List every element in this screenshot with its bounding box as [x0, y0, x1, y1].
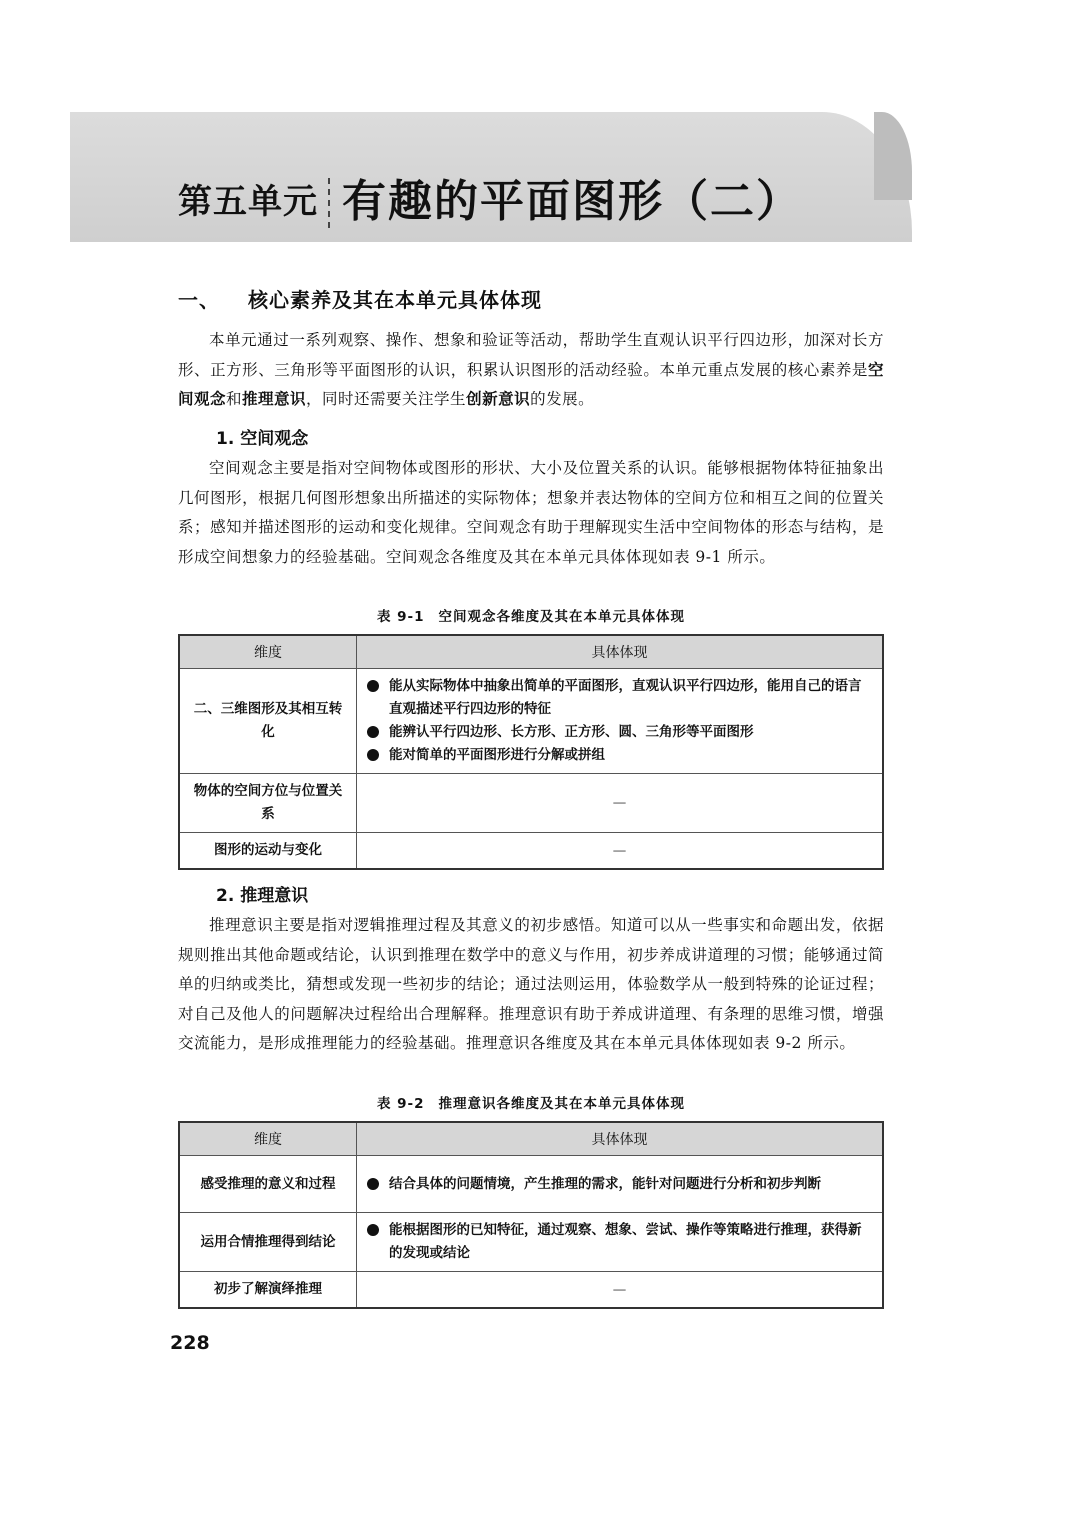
header-embodiment: 具体体现 [357, 635, 884, 669]
embodiment-cell [357, 1213, 884, 1272]
list-item-text: 能根据图形的已知特征，通过观察、想象、尝试、操作等策略进行推理，获得新的发现或结论 [389, 1222, 862, 1261]
table-header-row [179, 1122, 883, 1156]
unit-banner [70, 112, 912, 242]
header-dimension: 维度 [179, 1122, 357, 1156]
header-dimension: 维度 [179, 635, 357, 669]
table1-caption-number: 表 9-1 [376, 609, 425, 625]
table2-caption-text: 推理意识各维度及其在本单元具体体现 [438, 1096, 686, 1112]
table1-caption [178, 605, 884, 625]
unit-title [178, 172, 802, 232]
table-header-row [179, 635, 883, 669]
intro-em-spatial: 空间观念 [178, 360, 884, 408]
section-title: 核心素养及其在本单元具体体现 [248, 288, 542, 312]
intro-text-and: 和 [226, 390, 243, 408]
intro-em-innovation: 创新意识 [466, 390, 531, 408]
list-item [365, 721, 874, 744]
embodiment-cell [357, 669, 884, 774]
table-row [179, 1213, 883, 1272]
spatial-paragraph: 空间观念主要是指对空间物体或图形的形状、大小及位置关系的认识。能够根据物体特征抽象出几何图形，根据几何图形想象出所描述的实际物体；想象并表达物体的空间方位和相互之间的位置关系；感知并描述图形的运动和变化规律。空间观念有助于理解现实生活中空间物体的形态与结构，是形成空间想象力的经验基础。空间观念各维度及其在本单元具体体现如表 9-1 所示。 [178, 459, 884, 566]
list-item-text: 结合具体的问题情境，产生推理的需求，能针对问题进行分析和初步判断 [389, 1175, 821, 1192]
unit-label: 第五单元 [178, 182, 318, 222]
subheading-spatial: 1. 空间观念 [216, 429, 309, 449]
dimension-cell: 物体的空间方位与位置关系 [179, 774, 357, 833]
unit-name: 有趣的平面图形（二） [342, 176, 802, 227]
bullet-dot-icon [367, 1224, 379, 1236]
section-number: 一、 [178, 288, 220, 312]
table-row [179, 669, 883, 774]
table2-caption-number: 表 9-2 [376, 1096, 425, 1112]
table2-caption [178, 1092, 884, 1112]
intro-text-2: ，同时还需要关注学生 [306, 390, 467, 408]
list-item-text: 能对简单的平面图形进行分解或拼组 [389, 747, 605, 763]
dimension-cell: 运用合情推理得到结论 [179, 1213, 357, 1272]
subheading-reasoning: 2. 推理意识 [216, 886, 309, 906]
dimension-cell: 初步了解演绎推理 [179, 1272, 357, 1309]
title-divider [328, 178, 330, 228]
table1-caption-text: 空间观念各维度及其在本单元具体体现 [438, 609, 686, 625]
list-item [365, 675, 874, 721]
list-item [365, 1219, 874, 1265]
page-number: 228 [170, 1332, 210, 1354]
header-embodiment: 具体体现 [357, 1122, 884, 1156]
bullet-dot-icon [367, 680, 379, 692]
embodiment-cell-empty: — [357, 833, 884, 870]
intro-paragraph [178, 326, 884, 415]
embodiment-cell-empty: — [357, 1272, 884, 1309]
list-item [365, 744, 874, 767]
dimension-cell: 感受推理的意义和过程 [179, 1156, 357, 1213]
dimension-cell: 二、三维图形及其相互转化 [179, 669, 357, 774]
table-row [179, 1156, 883, 1213]
section-heading [178, 284, 542, 313]
table-row [179, 774, 883, 833]
list-item [365, 1173, 874, 1196]
banner-tab [874, 112, 912, 200]
intro-text-1: 本单元通过一系列观察、操作、想象和验证等活动，帮助学生直观认识平行四边形，加深对长方形、正方形、三角形等平面图形的认识，积累认识图形的活动经验。本单元重点发展的核心素养是 [178, 331, 884, 379]
bullet-dot-icon [367, 1178, 379, 1190]
reasoning-paragraph: 推理意识主要是指对逻辑推理过程及其意义的初步感悟。知道可以从一些事实和命题出发，依据规则推出其他命题或结论，认识到推理在数学中的意义与作用，初步养成讲道理的习惯；能够通过简单的归纳或类比，猜想或发现一些初步的结论；通过法则运用，体验数学从一般到特殊的论证过程；对自己及他人的问题解决过程给出合理解释。推理意识有助于养成讲道理、有条理的思维习惯，增强交流能力，是形成推理能力的经验基础。推理意识各维度及其在本单元具体体现如表 9-2 所示。 [178, 916, 884, 1052]
table-spatial [178, 634, 884, 870]
table-reasoning [178, 1121, 884, 1309]
table-row [179, 1272, 883, 1309]
bullet-dot-icon [367, 726, 379, 738]
embodiment-cell [357, 1156, 884, 1213]
intro-em-reasoning: 推理意识 [242, 390, 307, 408]
bullet-dot-icon [367, 749, 379, 761]
embodiment-cell-empty: — [357, 774, 884, 833]
list-item-text: 能从实际物体中抽象出简单的平面图形，直观认识平行四边形，能用自己的语言直观描述平行四边形的特征 [389, 678, 862, 717]
intro-text-3: 的发展。 [530, 390, 595, 408]
list-item-text: 能辨认平行四边形、长方形、正方形、圆、三角形等平面图形 [389, 724, 754, 740]
dimension-cell: 图形的运动与变化 [179, 833, 357, 870]
table-row [179, 833, 883, 870]
